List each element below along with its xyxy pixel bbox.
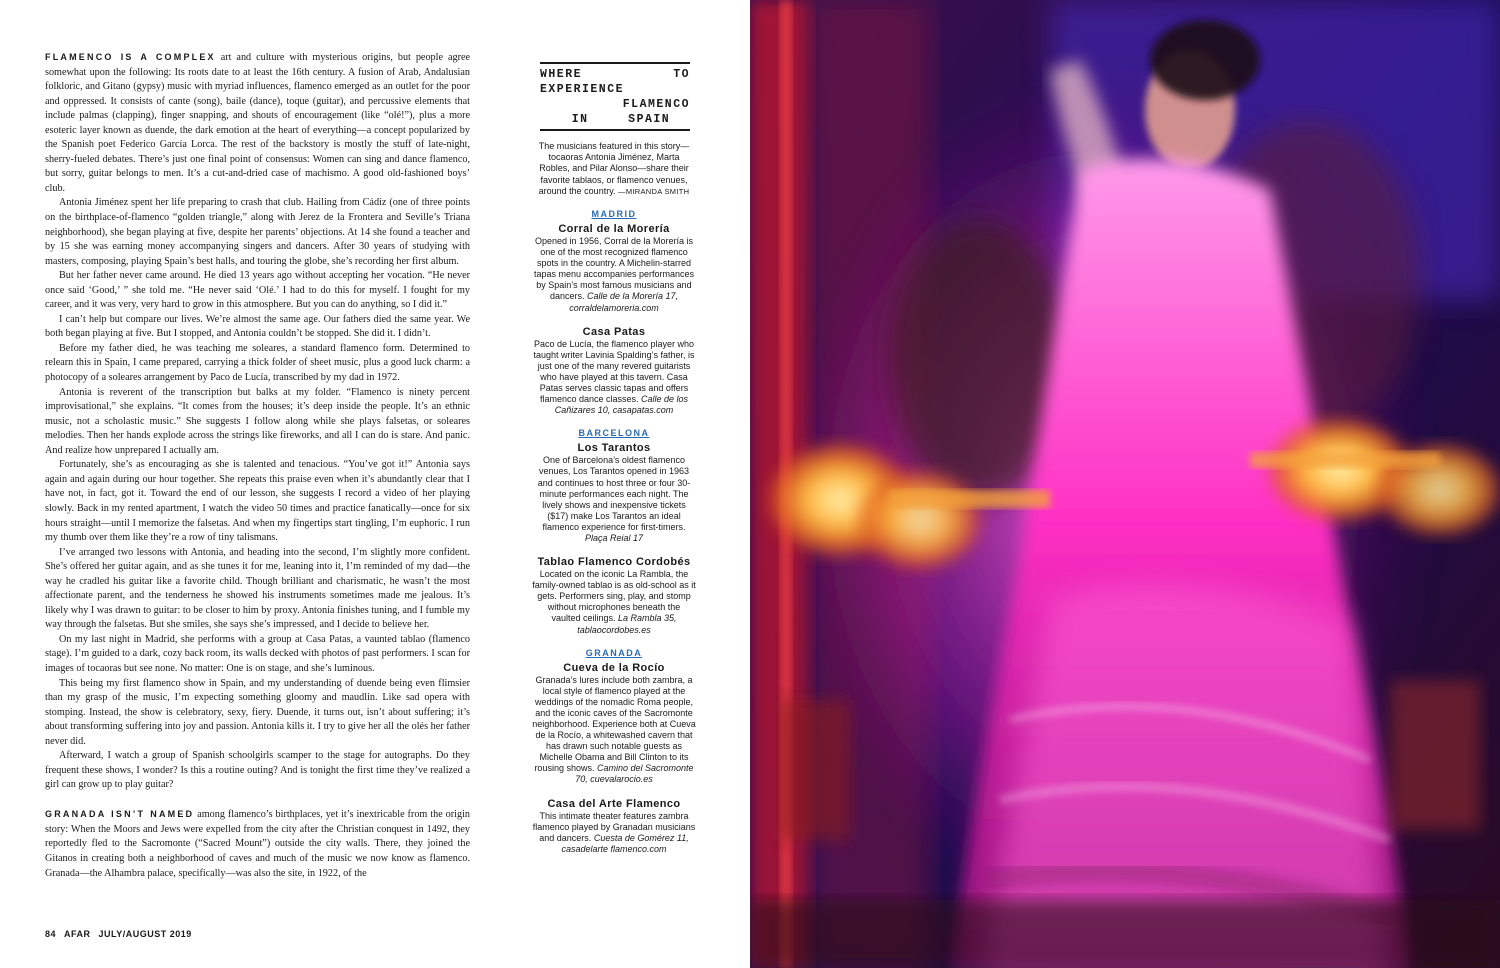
issue-date: JULY/AUGUST 2019 [98, 929, 192, 939]
region-madrid: MADRID [591, 209, 637, 220]
title-word: SPAIN [628, 113, 671, 126]
article-paragraph: This being my first flamenco show in Spain, and my understanding of duende being even flimsier than my grasp of the music, I’m expecting something gloomy and maudlin. Like sad opera with stomping. Instead, the show is celebratory, sexy, fiery. Duende, it turns out, isn’t about suffering; it’s about transforming suffering into joy and passion. Antonia kills it. I try to give her all the olés her father never did. [45, 677, 470, 747]
venue-description: Opened in 1956, Corral de la Morería is one of the most recognized flamenco spots in the country. A Michelin-starred tapas menu accompanies performances by Spain’s most famous musicians and dancers. Calle de la Morería 17, corraldelamoreria.com [533, 236, 695, 313]
article-paragraph: Antonia is reverent of the transcription but balks at my folder. “Flamenco is ninety percent improvisational,” she explains. “It comes from the houses; it’s deep inside the people. It’s an ethnic music, not a scholastic music.” She suggests I follow along while she plays falsetas, or soleares melodies. Then her hands explode across the strings like fireworks, and all I can do is stare. And panic. And realize how unprepared I actually am. [45, 386, 470, 456]
title-word: EXPERIENCE [540, 83, 625, 96]
flamenco-dancer-photo [750, 0, 1500, 968]
page-number: 84 [45, 929, 57, 939]
title-word: FLAMENCO [622, 98, 690, 111]
title-word: IN [571, 113, 589, 126]
sidebar-intro: The musicians featured in this story—tocaoras Antonia Jiménez, Marta Robles, and Pilar Alonso—share their favorite tablaos, or flamenco venues, around the country. —MIRANDA SMITH [538, 141, 690, 196]
venue-description: One of Barcelona’s oldest flamenco venues, Los Tarantos opened in 1963 and continues to host three or four 30-minute performances each night. The lively shows and inexpensive tickets ($17) make Los Tarantos an ideal flamenco experience for first-timers. Plaça Reial 17 [537, 455, 691, 543]
article-body [45, 50, 470, 881]
article-paragraph: GRANADA ISN’T NAMED among flamenco’s birthplaces, yet it’s inextricable from the origin story: When the Moors and Jews were expelled from the city after the Christian conquest in 1492, they reportedly fled to the Sacromonte (“Sacred Mount”) outside the city walls. There, they joined the Gitanos in creating both a neighborhood of caves and much of the music we now know as flamenco. Granada—the Alhambra palace, specifically—was also the site, in 1922, of the [45, 809, 471, 879]
photo-illustration [750, 0, 1500, 968]
article-paragraph: I’ve arranged two lessons with Antonia, and heading into the second, I’m slightly more confident. She’s offered her guitar again, and as she tunes it for me, leaning into it, I’m reminded of my dad—the way he cradled his guitar like a favorite child. Though brilliant and charismatic, he wasn’t the most affectionate parent, and the tenderness he showed his instruments sometimes made me jealous. It’s likely why I was drawn to guitar: to be closer to him by proxy. Antonia finishes tuning, and I fumble my way through the falsetas. But she smiles, she says she’s impressed, and I decide to believe her. [45, 546, 470, 631]
venue-description: Granada’s lures include both zambra, a local style of flamenco played at the weddings of the nomadic Roma people, and the iconic caves of the Sacromonte neighborhood. Experience both at Cueva de la Rocío, a whitewashed cavern that has drawn such notable guests as Michelle Obama and Bill Clinton to its rousing shows. Camino del Sacromonte 70, cuevalarocio.es [532, 674, 696, 785]
title-word: WHERE [540, 68, 583, 81]
article-paragraph: But her father never came around. He died 13 years ago without accepting her vocation. “He never once said ‘Good,’ ” she told me. “He never said ‘Olé.’ I had to do this for myself. I fought for my career, and it was very, very hard to grow in this atmosphere. But you can do anything, so I did it.” [45, 270, 470, 311]
sidebar-where-to-experience [532, 62, 696, 867]
venue-description: Located on the iconic La Rambla, the family-owned tablao is as old-school as it gets. Performers sing, play, and stomp without microphones beneath the vaulted ceilings. La Rambla 35, tablaocordobes.es [532, 569, 696, 635]
author-credit: —MIRANDA SMITH [618, 186, 690, 196]
region-barcelona: BARCELONA [578, 428, 650, 439]
venue-name: Cueva de la Rocío [563, 661, 665, 674]
article-paragraph: FLAMENCO IS A COMPLEX art and culture with mysterious origins, but people agree somewhat upon the following: Its roots date to at least the 16th century. A fusion of Arab, Andalusian folkloric, and Gitano (gypsy) music with myriad influences, flamenco emerged as an outlet for the poor and oppressed. It consists of cante (song), baile (dance), toque (guitar), and percussive elements that include palmas (clapping), finger snapping, and shouts of encouragement (like “olé!”), plus a more esoteric layer known as duende, the dark emotion at the heart of everything—a concept popularized by the Spanish poet Federico García Lorca. The rest of the backstory is mostly the stuff of late-night, sherry-fueled debates. There’s just one final point of consensus: Women can sing and dance flamenco, but sorry, guitar belongs to men. It’s a cut-and-dried case of machismo. A good old-fashioned boys’ club. [45, 52, 470, 194]
region-granada: GRANADA [585, 647, 643, 658]
lead-in-caps: GRANADA ISN’T NAMED [45, 809, 195, 820]
venue-description: Paco de Lucía, the flamenco player who taught writer Lavinia Spalding’s father, is just one of the many revered guitarists who have played at this tavern. Casa Patas serves classic tapas and offers flamenco dance classes. Calle de los Cañizares 10, casapatas.com [533, 338, 695, 416]
page-footer [45, 929, 200, 939]
article-paragraph: On my last night in Madrid, she performs with a group at Casa Patas, a vaunted tablao (flamenco stage). I’m guided to a dark, cozy back room, its walls decked with photos of past performers. I scan for images of tocaoras but see none. No matter: One is on stage, and she’s luminous. [45, 633, 470, 674]
article-paragraph: Antonia Jiménez spent her life preparing to crash that club. Hailing from Cádiz (one of three points on the birthplace-of-flamenco “golden triangle,” along with Jerez de la Frontera and Seville’s Triana neighborhood), she began playing at five, despite her parents’ objections. At 14 she found a teacher and by 15 she was earning money accompanying singers and dancers. After 30 years of studying with masters, composing, playing Spain’s best halls, and touring the globe, she’s recording her first album. [45, 197, 470, 267]
magazine-name: AFAR [64, 929, 91, 939]
venue-name: Corral de la Morería [558, 223, 670, 236]
sidebar-title [540, 62, 690, 131]
article-paragraph: I can’t help but compare our lives. We’re almost the same age. Our fathers died the same year. We both began playing at five. But I stopped, and Antonia couldn’t be stopped. She did it. I didn’t. [45, 313, 470, 340]
title-word: TO [673, 68, 690, 81]
venue-name: Los Tarantos [577, 442, 651, 455]
venue-name: Casa del Arte Flamenco [547, 797, 681, 810]
article-paragraph: Afterward, I watch a group of Spanish schoolgirls scamper to the stage for autographs. Do they frequent these shows, I wonder? Is this a routine outing? And is tonight the first time they’ve realized a girl can grow up to play guitar? [45, 750, 470, 791]
venue-description: This intimate theater features zambra flamenco played by Granadan musicians and dancers. Cuesta de Gomérez 11, casadelarte flamenco.com [532, 810, 696, 854]
venue-name: Tablao Flamenco Cordobés [537, 556, 691, 569]
article-paragraph: Before my father died, he was teaching me soleares, a standard flamenco form. Determined to relearn this in Spain, I came prepared, carrying a thick folder of sheet music, plus a good luck charm: a photocopy of a soleares arrangement by Paco de Lucía, transcribed by my dad in 1972. [45, 342, 470, 384]
venue-name: Casa Patas [582, 325, 646, 338]
lead-in-caps: FLAMENCO IS A COMPLEX [45, 52, 216, 62]
article-paragraph: Fortunately, she’s as encouraging as she is talented and tenacious. “You’ve got it!” Antonia says again and again during our hour together. She repeats this praise even when it’s abundantly clear that I have not, in fact, got it. Toward the end of our lesson, she suggests I record a video of her playing slowly. Back in my rented apartment, I watch the video 50 times and practice fanatically—once for six hours straight—until I memorize the falsetas. And when my fingertips start tingling, I’m euphoric. I run my thumb over them like they’re a row of tiny talismans. [45, 459, 470, 544]
